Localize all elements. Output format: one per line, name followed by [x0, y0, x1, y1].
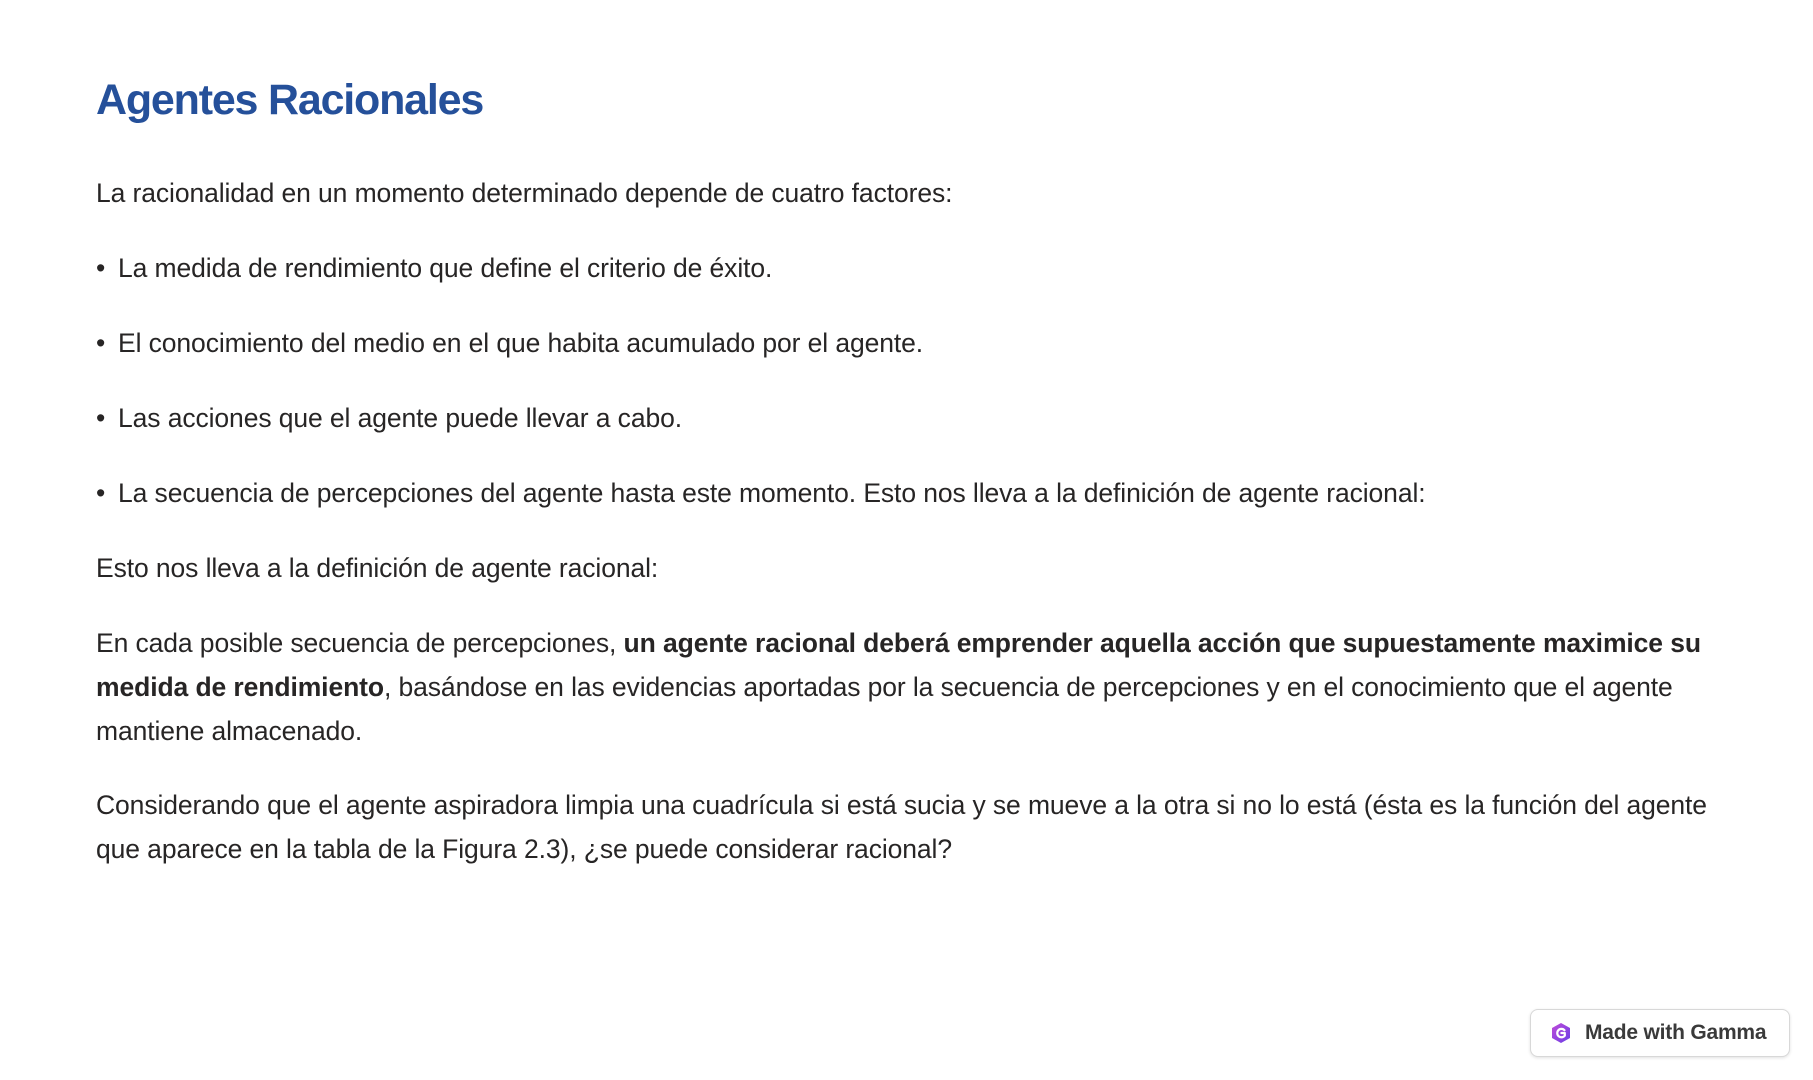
bullet-item	[96, 471, 1736, 515]
slide-body	[96, 171, 1736, 871]
bullet-text: El conocimiento del medio en el que habita acumulado por el agente.	[118, 328, 924, 358]
bullet-marker: •	[96, 403, 106, 433]
definition-suffix: , basándose en las evidencias aportadas por la secuencia de percepciones y en el conocimiento que el agente mantiene almacenado.	[96, 672, 1673, 746]
gamma-logo-icon	[1549, 1021, 1573, 1045]
bullet-text: Las acciones que el agente puede llevar a cabo.	[118, 403, 682, 433]
bullet-item	[96, 396, 1736, 440]
bullet-marker: •	[96, 328, 106, 358]
lead-in-paragraph: Esto nos lleva a la definición de agente racional:	[96, 553, 659, 583]
made-with-gamma-button[interactable]	[1530, 1009, 1790, 1057]
bullet-text: La medida de rendimiento que define el criterio de éxito.	[118, 253, 773, 283]
bullet-marker: •	[96, 253, 106, 283]
slide-content	[96, 72, 1736, 901]
definition-emphasis: un agente racional deberá emprender aquella acción que supuestamente maximice su medida de rendimiento	[96, 628, 1701, 702]
question-paragraph: Considerando que el agente aspiradora limpia una cuadrícula si está sucia y se mueve a la otra si no lo está (ésta es la función del agente que aparece en la tabla de la Figura 2.3), ¿se puede considerar racional?	[96, 790, 1707, 864]
bullet-marker: •	[96, 478, 106, 508]
bullet-item	[96, 321, 1736, 365]
badge-label: Made with Gamma	[1585, 1021, 1767, 1044]
definition-prefix: En cada posible secuencia de percepciones,	[96, 628, 624, 658]
page-title: Agentes Racionales	[96, 76, 484, 124]
bullet-item	[96, 246, 1736, 290]
bullet-text: La secuencia de percepciones del agente hasta este momento. Esto nos lleva a la definición de agente racional:	[118, 478, 1426, 508]
definition-paragraph	[96, 621, 1736, 753]
intro-paragraph: La racionalidad en un momento determinado depende de cuatro factores:	[96, 178, 953, 208]
